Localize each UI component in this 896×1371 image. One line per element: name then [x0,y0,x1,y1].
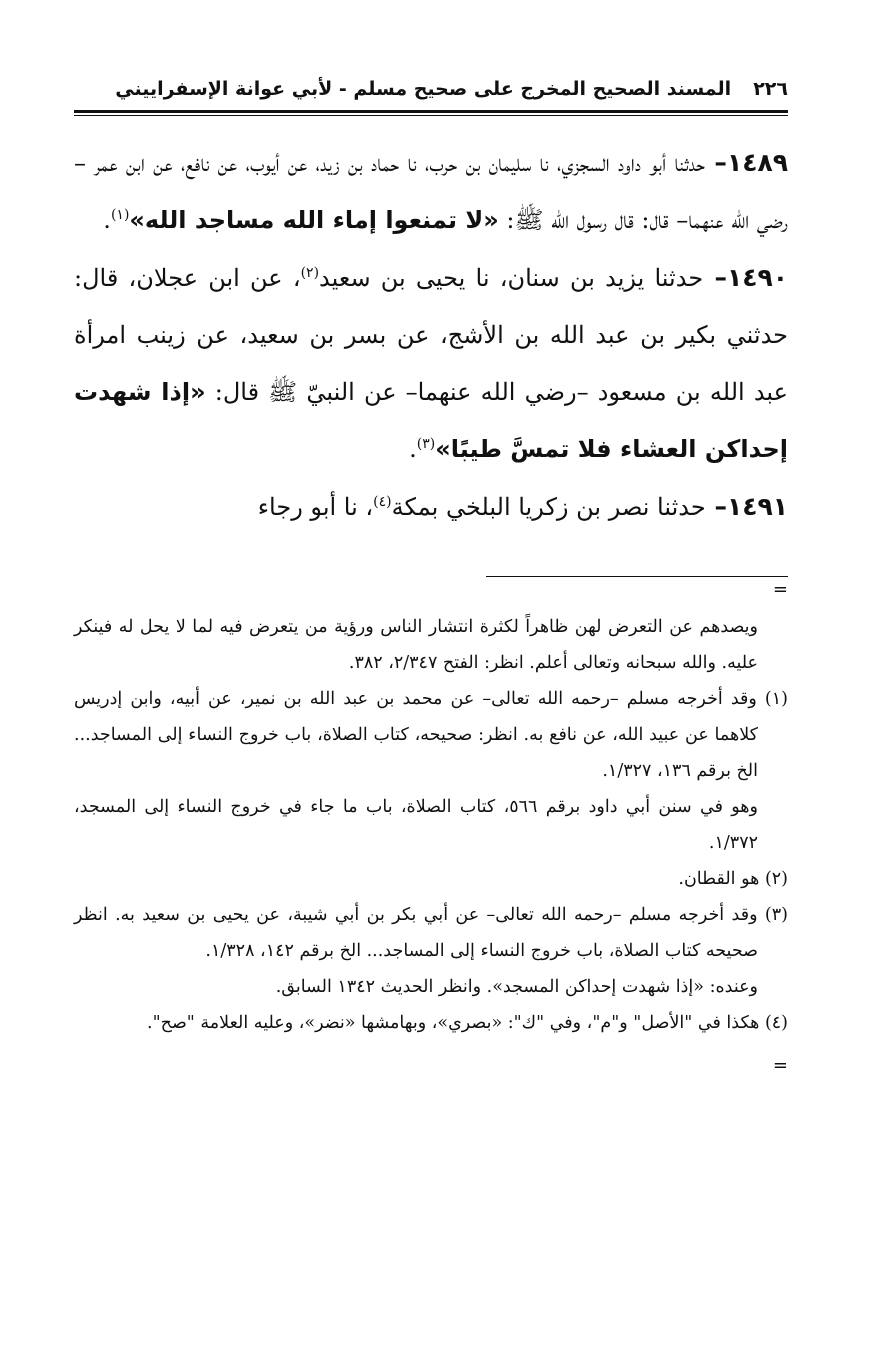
hadith-text: حدثنا يزيد بن سنان، نا يحيى بن سعيد [319,264,704,292]
hadith-number: ١٤٨٩ [726,148,788,177]
hadith-dash: – [705,148,727,177]
footnote-text: هكذا في "الأصل" و"م"، وفي "ك": «بصري»، وبهامشها «نضر»، وعليه العلامة "صح". [147,1013,760,1033]
hadith-number: ١٤٩٠ [726,263,788,292]
footnote-marker: (٢) [764,869,788,889]
hadith-dash: – [705,492,727,521]
footnote-marker: (٤) [764,1013,788,1033]
hadith-dash: – [703,263,727,292]
hadith-quote: «لا تمنعوا إماء الله مساجد الله» [129,206,499,234]
book-page [74,70,788,1075]
hadith-text: حدثنا أبو داود السجزي، نا سليمان بن حرب، نا حماد بن زيد، عن أيوب، عن نافع، عن ابن عمر –رضي الله عنهما– قال: قال رسول الله ﷺ: [74,149,788,234]
main-text [74,134,788,536]
continuation-mark-bottom: = [772,1055,788,1076]
hadith-text-cont: ، نا أبو رجاء [257,493,374,521]
footnote-4 [74,1005,788,1041]
hadith-quote: «إذا شهدت إحداكن العشاء فلا تمسَّ طيبًا» [74,378,788,463]
footnote-text: هو القطان. [678,869,760,889]
hadith-1491 [74,478,788,536]
sentence-end: . [409,435,417,463]
hadith-number: ١٤٩١ [726,492,788,521]
footnote-ref: (١) [110,207,130,223]
footnote-ref: (٣) [416,436,436,452]
footnote-2 [74,861,788,897]
hadith-text-cont: ، عن ابن عجلان، قال: حدثني بكير بن عبد الله بن الأشج، عن بسر بن سعيد، عن زينب امرأة عبد الله بن مسعود –رضي الله عنهما– عن النبيّ ﷺ قال: [74,264,788,406]
footnote-3-cont: وعنده: «إذا شهدت إحداكن المسجد». وانظر الحديث ١٣٤٢ السابق. [275,977,758,997]
header-rule [74,110,788,116]
continuation-mark-top: = [772,579,788,600]
sentence-end: . [103,206,111,234]
hadith-1489 [74,134,788,249]
footnote-ref: (٢) [300,265,320,281]
footnote-text: وقد أخرجه مسلم –رحمه الله تعالى– عن أبي بكر بن أبي شيبة، عن يحيى بن سعيد به. انظر صحيحه كتاب الصلاة، باب خروج النساء إلى المساجد... الخ برقم ١٤٢، ١/٣٢٨. [74,905,758,961]
footnote-text: وقد أخرجه مسلم –رحمه الله تعالى– عن محمد بن عبد الله بن نمير، عن أبيه، وابن إدريس كلاهما عن عبيد الله، عن نافع به. انظر: صحيحه، كتاب الصلاة، باب خروج النساء إلى المساجد... الخ برقم ١٣٦، ١/٣٢٧. [74,689,758,781]
footnote-ref: (٤) [373,494,392,510]
book-title: المسند الصحيح المخرج على صحيح مسلم - لأبي عوانة الإسفراييني [115,78,732,100]
footnote-3 [74,897,788,969]
footnote-1 [74,681,788,789]
hadith-text: حدثنا نصر بن زكريا البلخي بمكة [391,493,706,521]
footnotes [74,609,788,1041]
footnote-continued: ويصدهم عن التعرض لهن ظاهراً لكثرة انتشار الناس ورؤية من يتعرض فيه لما لا يحل له فينكر عليه. والله سبحانه وتعالى أعلم. انظر: الفتح ٢/٣٤٧، ٣٨٢. [74,617,758,673]
footnote-separator [486,576,788,577]
hadith-1490 [74,249,788,478]
footnote-marker: (١) [764,689,788,709]
footnote-1-cont: وهو في سنن أبي داود برقم ٥٦٦، كتاب الصلاة، باب ما جاء في خروج النساء إلى المسجد، ١/٣٧٢. [74,797,758,853]
footnote-marker: (٣) [764,905,788,925]
running-header [74,70,788,108]
page-number: ٢٢٦ [753,78,788,100]
